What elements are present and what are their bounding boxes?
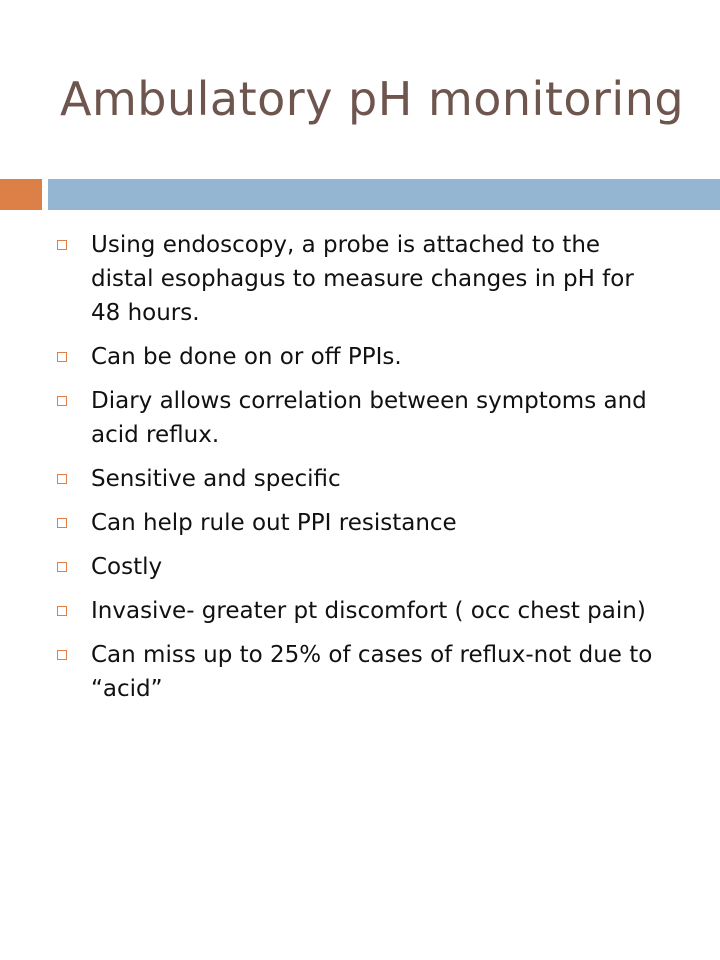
bullet-text: Invasive- greater pt discomfort ( occ chest pain) <box>91 598 646 624</box>
bullet-list <box>57 228 667 716</box>
bullet-text: Can miss up to 25% of cases of reflux-not due to “acid” <box>91 642 653 702</box>
square-bullet-icon <box>57 352 67 362</box>
bullet-item <box>57 594 667 628</box>
bullet-item <box>57 384 667 452</box>
bullet-item <box>57 638 667 706</box>
square-bullet-icon <box>57 606 67 616</box>
bullet-text: Can be done on or off PPIs. <box>91 344 402 370</box>
bullet-item <box>57 228 667 330</box>
bullet-item <box>57 462 667 496</box>
bullet-item <box>57 550 667 584</box>
bullet-item <box>57 340 667 374</box>
slide-title: Ambulatory pH monitoring <box>60 72 685 126</box>
bullet-text: Can help rule out PPI resistance <box>91 510 457 536</box>
square-bullet-icon <box>57 240 67 250</box>
bullet-item <box>57 506 667 540</box>
accent-bar-orange <box>0 179 42 210</box>
square-bullet-icon <box>57 474 67 484</box>
square-bullet-icon <box>57 562 67 572</box>
bullet-text: Using endoscopy, a probe is attached to the distal esophagus to measure changes in pH for 48 hours. <box>91 232 634 326</box>
bullet-text: Sensitive and specific <box>91 466 341 492</box>
square-bullet-icon <box>57 396 67 406</box>
bullet-text: Diary allows correlation between symptoms and acid reflux. <box>91 388 647 448</box>
square-bullet-icon <box>57 650 67 660</box>
bullet-text: Costly <box>91 554 163 580</box>
square-bullet-icon <box>57 518 67 528</box>
accent-bar-blue <box>48 179 720 210</box>
